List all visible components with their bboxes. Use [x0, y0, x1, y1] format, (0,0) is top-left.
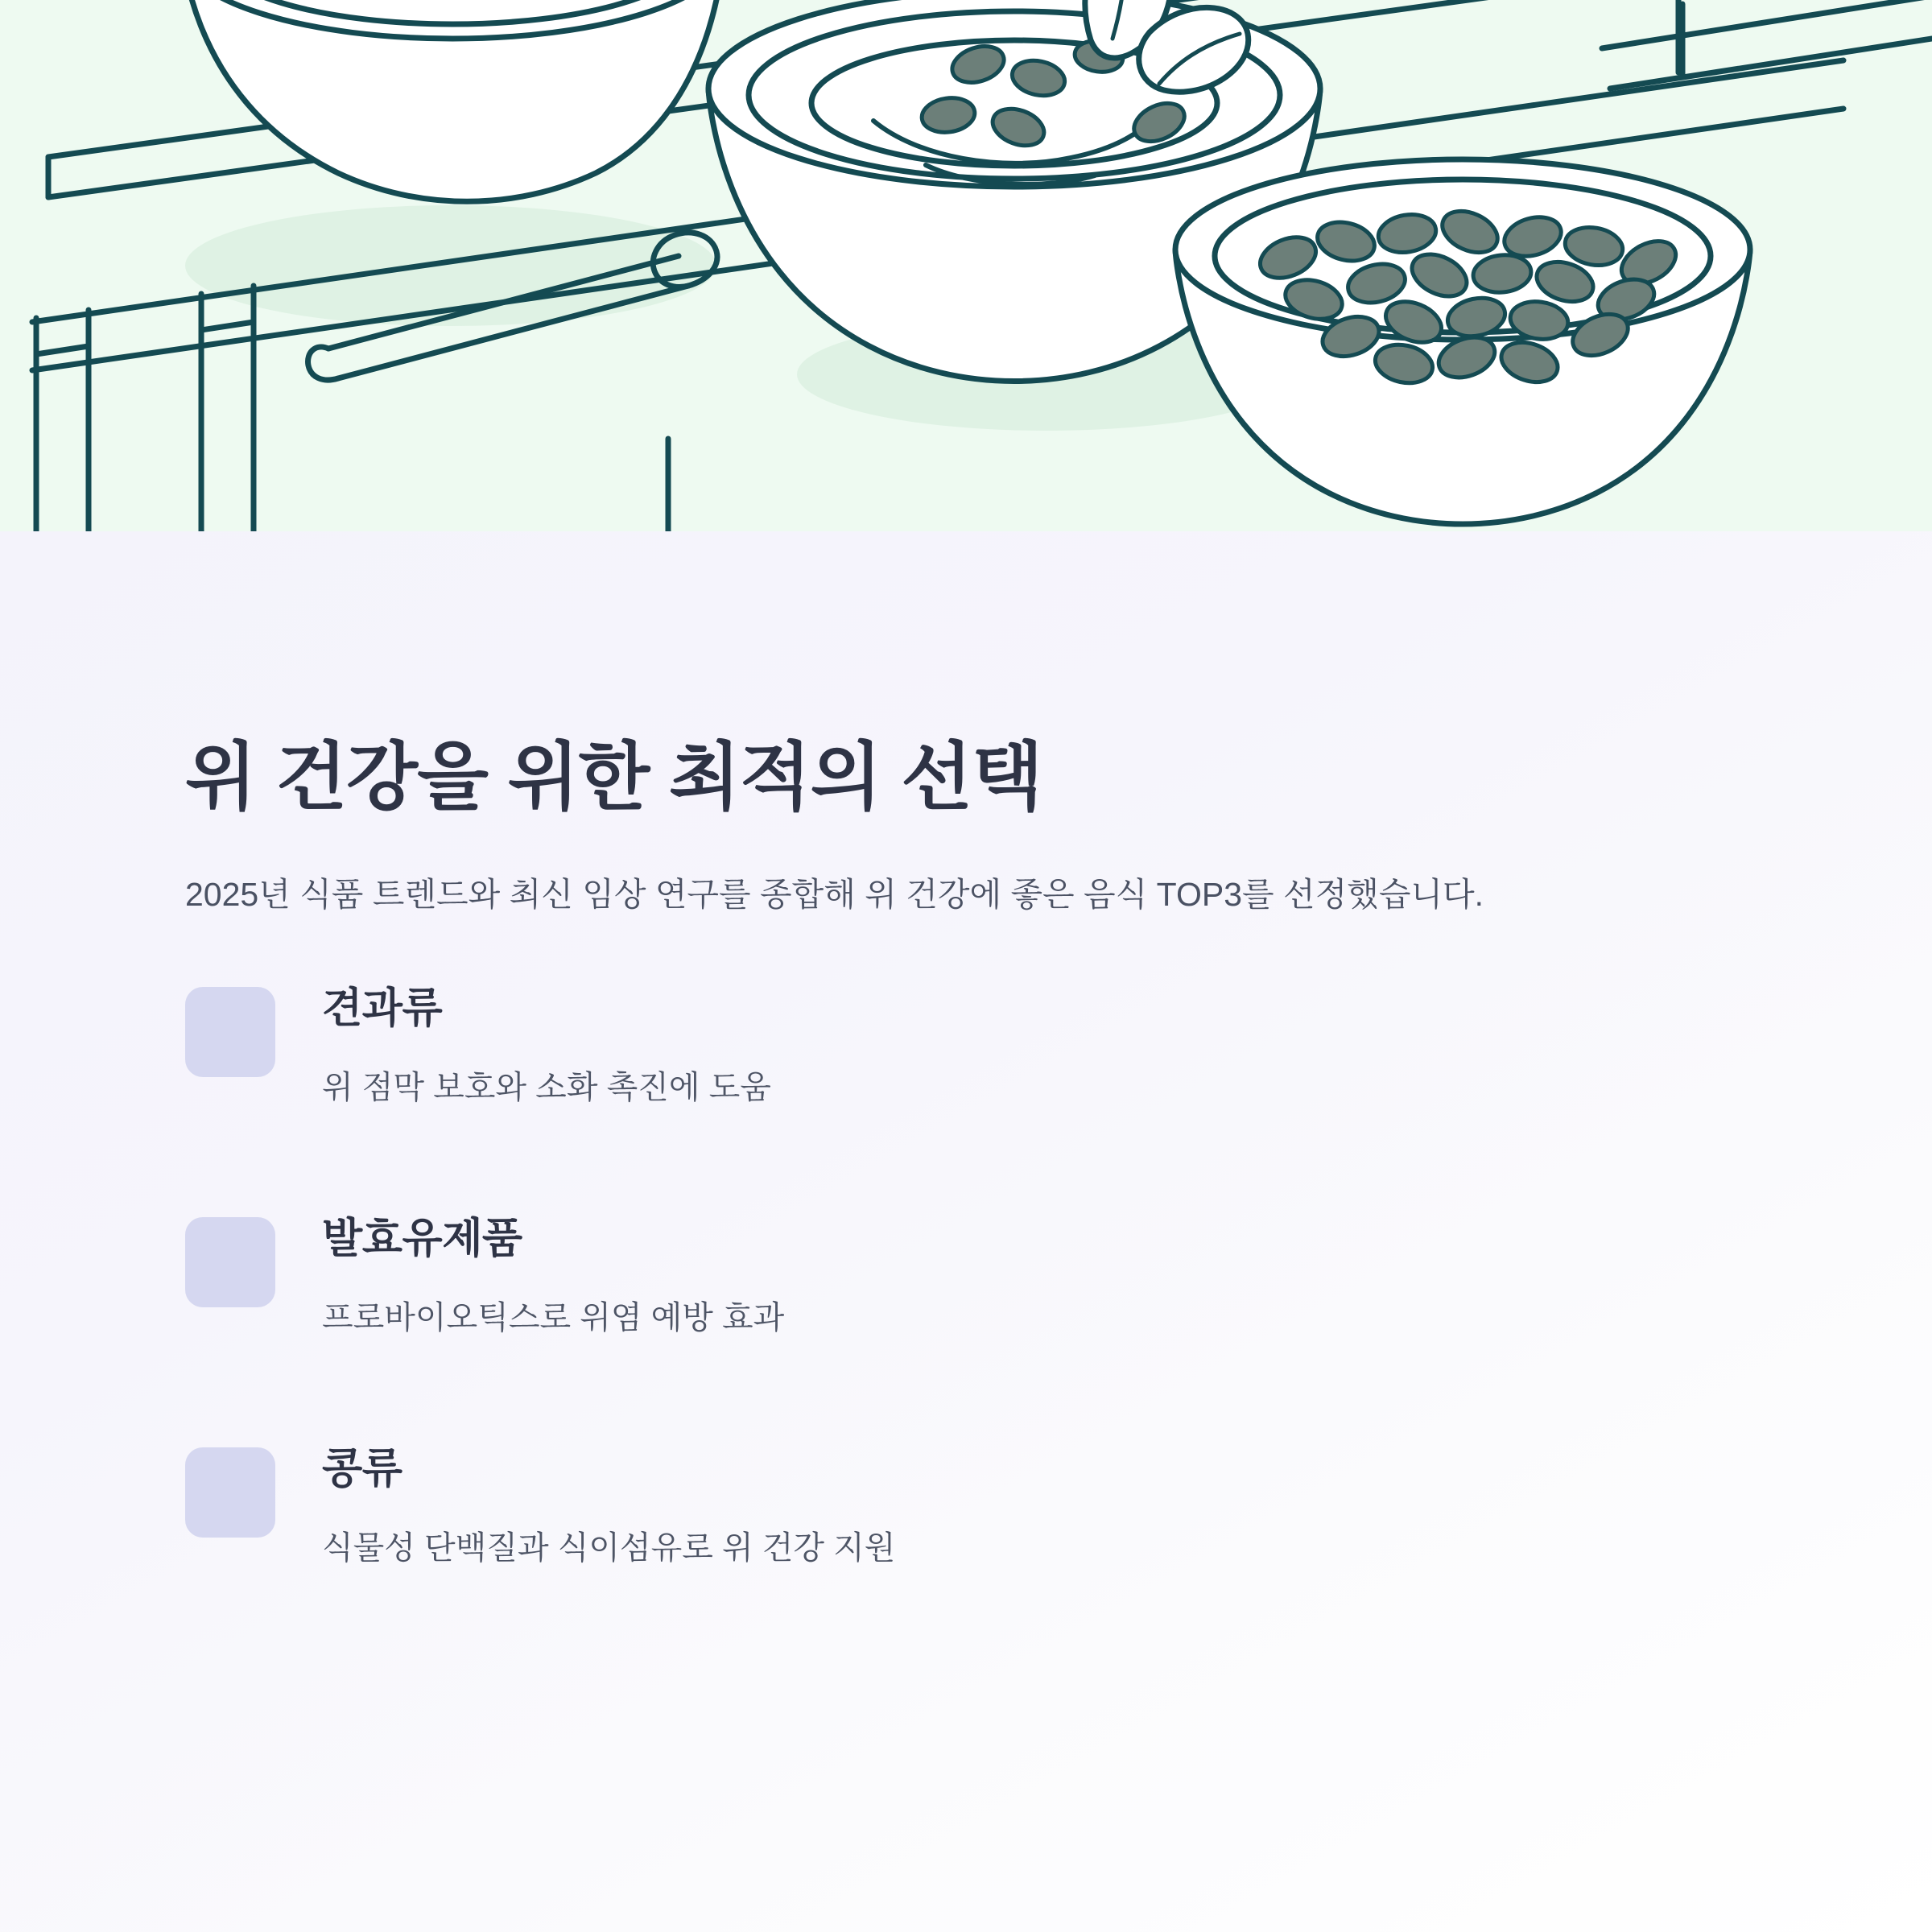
bullet-square-icon [185, 1217, 275, 1307]
hero-illustration [0, 0, 1932, 531]
list-item [185, 1214, 1747, 1367]
list-item-title: 견과류 [322, 985, 443, 1032]
list-item-description: 위 점막 보호와 소화 촉진에 도움 [322, 1069, 771, 1105]
highlight-list [185, 984, 1747, 1597]
article-subtitle: 2025년 식품 트렌드와 최신 임상 연구를 종합해 위 건강에 좋은 음식 TOP3를 선정했습니다. [185, 876, 1484, 914]
bullet-square-icon [185, 987, 275, 1077]
article-content [0, 531, 1932, 1932]
list-item-description: 식물성 단백질과 식이섬유로 위 건강 지원 [322, 1530, 896, 1566]
list-item [185, 984, 1747, 1137]
bullet-square-icon [185, 1447, 275, 1538]
list-item-title: 발효유제품 [322, 1215, 522, 1262]
list-item-title: 콩류 [322, 1445, 402, 1492]
list-item [185, 1444, 1747, 1597]
list-item-description: 프로바이오틱스로 위염 예방 효과 [322, 1299, 785, 1335]
page-title: 위 건강을 위한 최적의 선택 [185, 737, 1042, 819]
